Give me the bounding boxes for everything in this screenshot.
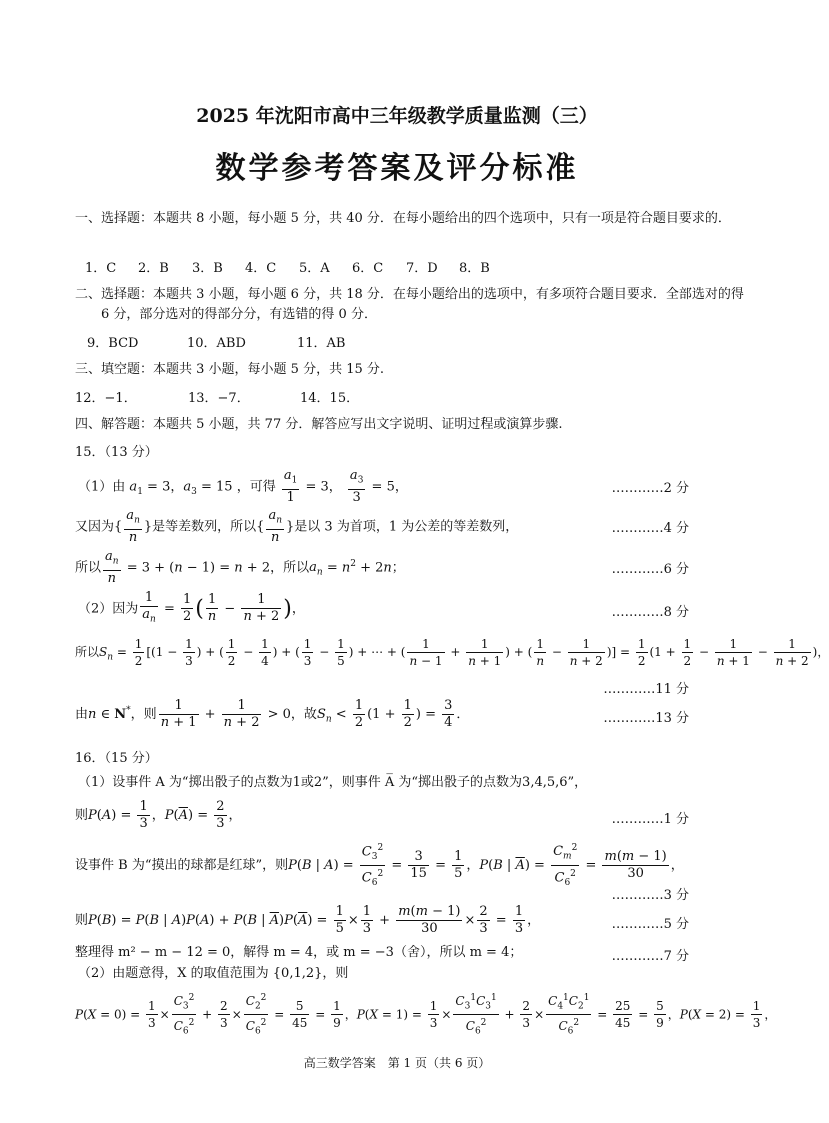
q16-label: 16．（15 分） (75, 751, 158, 766)
q15-l2-mid: 是等差数列，所以 (152, 519, 257, 535)
q15-l6-mid: ，则 (130, 707, 157, 722)
answer-2: 2．B (138, 261, 169, 276)
part1-answers (75, 257, 725, 277)
part1-heading: 一、选择题：本题共 8 小题，每小题 5 分，共 40 分．在每小题给出的四个选项中，只有一项是符合题目要求的． (75, 211, 731, 226)
answer-4: 4．C (245, 261, 277, 276)
q15-score-1: …………2 分 (611, 481, 689, 496)
q16-line5: 整理得 m² − m − 12 = 0，解得 m = 4，或 m = −3（舍），所以 m = 4； (75, 945, 523, 960)
q15-line3: 所以 $\frac{a_n}{n}$ = 3 + (n − 1) = n + 2，所以$a_n = n^2 + 2n$； (75, 549, 405, 586)
q15-l1-prefix: （1）由 (78, 479, 126, 495)
q16-score-4: …………7 分 (611, 949, 689, 964)
q15-line6: 由n ∈ N*，则 $\frac{1}{n + 1}$ + $\frac{1}{n + 2}$ > 0，故$S_n$ < $\frac{1}{2}$ (1 + $\frac{1}{2}$ ) = $\frac{3}{4}$ ． (75, 698, 470, 730)
q16-score-3: …………5 分 (611, 917, 689, 932)
q15-l2-prefix: 又因为 (75, 519, 115, 535)
answer-13: 13．−7． (188, 391, 250, 406)
q16-line7: P(X = 0) = $\frac{1}{3}$ × $\frac{C_3^2}{C_6^2}$ + $\frac{2}{3}$ × $\frac{C_2^2}{C_6^2}$ = $\frac{5}{45}$ = $\frac{1}{9}$ ，P(X = 1) = $\frac{1}{3}$ × $\frac{C_3^1C_3^1}{C_6^2}$ + $\frac{2}{3}$ × $\frac{C_4^1C_2^1}{C_6^2}$ = $\frac{25}{45}$ = $\frac{5}{9}$ ，P(X = 2) = $\frac{1}{3}$ ， (75, 990, 776, 1040)
q15-l6-prefix: 由 (75, 707, 89, 722)
q16-score-1: …………1 分 (611, 812, 689, 827)
q15-line4: （2）因为 $\frac{1}{a_n}$ = $\frac{1}{2}$ ( $\frac{1}{n}$ − $\frac{1}{n + 2}$ )， (78, 590, 305, 625)
q15-line5: 所以$S_n$ = $\frac{1}{2}$ [(1 − $\frac{1}{3}$ ) + ( $\frac{1}{2}$ − $\frac{1}{4}$ ) + ( $\frac{1}{3}$ − $\frac{1}{5}$ ) + ⋯ + ( $\frac{1}{n - 1}$ + $\frac{1}{n + 1}$ ) + ( $\frac{1}{n}$ − $\frac{1}{n + 2}$ )] = $\frac{1}{2}$ (1 + $\frac{1}{2}$ − $\frac{1}{n + 1}$ − $\frac{1}{n + 2}$ )， (75, 637, 829, 668)
q15-line2: 又因为{ $\frac{a_n}{n}$ }是等差数列，所以{ $\frac{a_n}{n}$ }是以 3 为首项，1 为公差的等差数列， (75, 508, 519, 545)
q15-score-4: …………8 分 (611, 605, 689, 620)
q16-l3-prefix: 设事件 B 为“摸出的球都是红球”，则 (75, 857, 289, 873)
q15-l1-mid: ，可得 (236, 479, 276, 495)
q15-score-3: …………6 分 (611, 562, 689, 577)
answer-6: 6．C (352, 261, 384, 276)
q15-l5-prefix: 所以 (75, 645, 100, 659)
q15-l2-suffix: 是以 3 为首项，1 为公差的等差数列， (294, 519, 519, 535)
answer-8: 8．B (459, 261, 490, 276)
answer-14: 14．15． (300, 391, 360, 406)
answer-3: 3．B (192, 261, 223, 276)
part3-answers (75, 387, 725, 407)
q15-score-6: …………13 分 (603, 711, 689, 726)
answer-11: 11．AB (297, 336, 346, 351)
part2-answers (75, 332, 725, 352)
q15-score-5: …………11 分 (603, 682, 689, 697)
q16-line3: 设事件 B 为“摸出的球都是红球”，则P(B | A) = $\frac{C_3^2}{C_6^2}$ = $\frac{3}{15}$ = $\frac{1}{5}$ ，P(B | $\overline{A}$) = $\frac{C_m^2}{C_6^2}$ = $\frac{m(m - 1)}{30}$ ， (75, 840, 684, 891)
q15-l3-prefix: 所以 (75, 560, 102, 576)
q15-label: 15．（13 分） (75, 445, 158, 460)
q15-l3-mid: ，所以 (270, 560, 310, 576)
part4-heading: 四、解答题：本题共 5 小题，共 77 分．解答应写出文字说明、证明过程或演算步骤. (75, 417, 563, 432)
q15-line1: （1）由 $a_1 = 3$，$a_3 = 15$ ，可得 $\frac{a_1}{1}$ = 3， $\frac{a_3}{3}$ = 5， (78, 468, 408, 505)
answer-10: 10．ABD (187, 336, 246, 351)
part3-heading: 三、填空题：本题共 3 小题，每小题 5 分，共 15 分. (75, 362, 385, 377)
answer-1: 1．C (85, 261, 117, 276)
q16-line1: （1）设事件 A 为“掷出骰子的点数为1或2”，则事件 A̅ 为“掷出骰子的点数为3,4,5,6”， (78, 775, 588, 790)
page-footer: 高三数学答案 第 1 页（共 6 页） (303, 1056, 491, 1070)
part2-heading: 二、选择题：本题共 3 小题，每小题 6 分，共 18 分．在每小题给出的选项中，有多项符合题目要求．全部选对的得 6 分，部分选对的得部分分，有选错的得 0 分． (75, 287, 744, 322)
q16-l4-prefix: 则 (75, 913, 89, 928)
answer-12: 12．−1． (75, 391, 137, 406)
q16-line6: （2）由题意得，X 的取值范围为 {0,1,2}，则 (78, 966, 349, 981)
answer-7: 7．D (406, 261, 438, 276)
q16-score-2: …………3 分 (611, 888, 689, 903)
q15-l4-prefix: （2）因为 (78, 601, 139, 617)
exam-title: 2025 年沈阳市高中三年级教学质量监测（三） (196, 105, 598, 127)
q16-line4: 则P(B) = P(B | A)P(A) + P(B | $\overline{A})P(\overline{A})$ = $\frac{1}{5}$ × $\frac{1}{3}$ + $\frac{m(m - 1)}{30}$ × $\frac{2}{3}$ = $\frac{1}{3}$ ， (75, 904, 541, 936)
q16-l2-prefix: 则 (75, 808, 89, 823)
answer-9: 9．BCD (87, 336, 139, 351)
page-title: 数学参考答案及评分标准 (215, 151, 579, 186)
answer-5: 5．A (299, 261, 330, 276)
q15-l6-mid2: ，故 (290, 707, 317, 722)
q16-line2: 则P(A) = $\frac{1}{3}$ ，$P(\overline{A})$ = $\frac{2}{3}$ ， (75, 799, 242, 831)
q15-score-2: …………4 分 (611, 521, 689, 536)
